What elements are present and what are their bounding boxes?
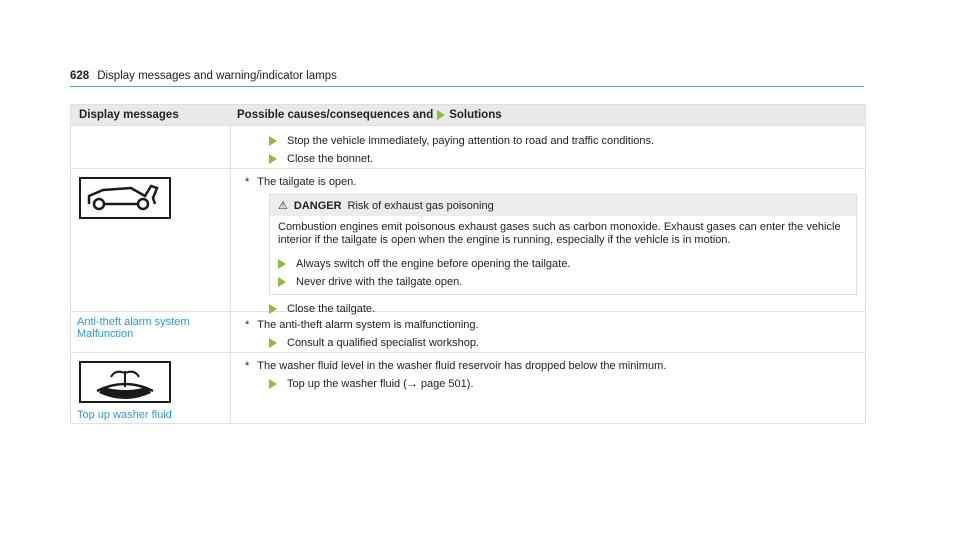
page-number: 628 (70, 70, 90, 82)
danger-text: Combustion engines emit poisonous exhaust gases such as carbon monoxide. Exhaust gases can enter the vehicle interior if the tailgate is open when the engine is running, especially if the vehicle is in motion. (278, 221, 841, 246)
table-row (71, 125, 865, 168)
arrow-right-icon (437, 110, 445, 120)
col-causes-solutions: Possible causes/consequences and Solutions (237, 109, 502, 121)
cause-text: The anti-theft alarm system is malfunctioning. (257, 319, 479, 331)
solution-step: Close the tailgate. (269, 303, 857, 315)
solution-step: Top up the washer fluid (→ page 501). (269, 378, 857, 390)
solution-step: Stop the vehicle immediately, paying attention to road and traffic conditions. (269, 135, 857, 147)
arrow-right-icon (278, 277, 286, 287)
cause-text: The washer fluid level in the washer fluid reservoir has dropped below the minimum. (257, 360, 667, 372)
page-title: Display messages and warning/indicator lamps (97, 70, 337, 82)
arrow-right-icon (269, 136, 277, 146)
table-row: Top up washer fluid * The washer fluid level in the washer fluid reservoir has dropped below the minimum. Top up the washer fluid (→ page 501). (71, 352, 865, 423)
solution-step: Consult a qualified specialist workshop. (269, 337, 857, 349)
display-messages-table (70, 104, 866, 424)
arrow-right-icon (269, 154, 277, 164)
danger-step: Always switch off the engine before opening the tailgate. (278, 258, 856, 270)
arrow-right-icon (278, 259, 286, 269)
message-line-1: Anti-theft alarm system (77, 316, 190, 328)
danger-label: DANGER (293, 199, 342, 212)
table-row: * The tailgate is open. ⚠ DANGER Risk of exhaust gas poisoning Combustion engines emit poisonous exhaust gases such as carbon monoxide. Exhaust gases can enter the vehicle interior if the tailgate is open when the engine is running, especially if the vehicle is in motion. Always switch off the engine before opening the tailgate. Never drive with the tailgate open. Close the tailgate. (71, 168, 865, 311)
danger-warning-box (269, 194, 857, 295)
tailgate-open-icon (79, 177, 171, 219)
page-header (70, 70, 337, 82)
table-row: Anti-theft alarm system Malfunction * The anti-theft alarm system is malfunctioning. Consult a qualified specialist workshop. (71, 311, 865, 352)
arrow-right-icon (269, 338, 277, 348)
danger-title: Risk of exhaust gas poisoning (347, 199, 494, 212)
washer-fluid-icon (79, 361, 171, 403)
solution-step: Close the bonnet. (269, 153, 857, 165)
danger-step: Never drive with the tailgate open. (278, 276, 856, 288)
warning-triangle-icon: ⚠ (278, 200, 288, 212)
table-header (71, 105, 865, 125)
header-divider (70, 86, 864, 87)
arrow-right-icon (269, 379, 277, 389)
message-label: Top up washer fluid (77, 409, 172, 421)
col-display-messages: Display messages (79, 109, 179, 121)
cause-text: The tailgate is open. (257, 176, 357, 188)
message-line-2: Malfunction (77, 328, 134, 340)
